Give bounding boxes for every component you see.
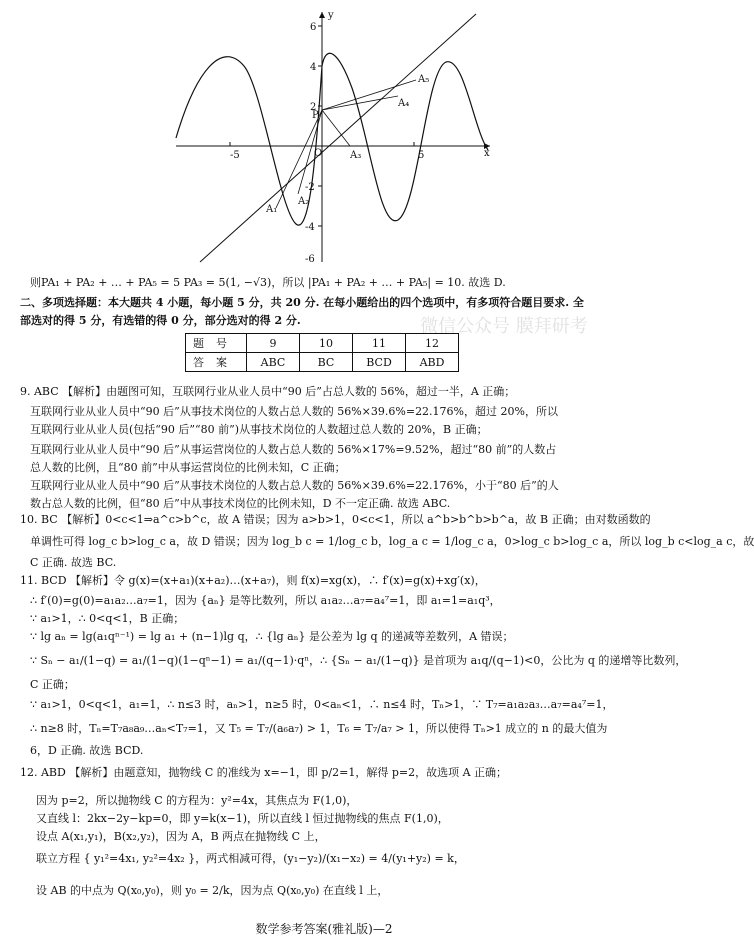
svg-text:2: 2 [310, 102, 317, 113]
table-row: 题号 9 10 11 12 [186, 334, 459, 353]
svg-text:-4: -4 [305, 222, 315, 233]
line-13: 11. BCD 【解析】令 g(x)=(x+a₁)(x+a₂)…(x+a₇)，则 f(x)=xg(x)，∴ f′(x)=g(x)+xg′(x)， [20, 574, 486, 587]
line-27: 设 AB 的中点为 Q(x₀,y₀)，则 y₀ = 2/k，因为点 Q(x₀,y₀) 在直线 l 上， [36, 884, 389, 897]
function-graph [0, 0, 648, 272]
svg-text:O: O [314, 148, 323, 159]
table-row: 答案 ABC BC BCD ABD [186, 353, 459, 372]
svg-text:-5: -5 [230, 150, 240, 161]
line-18: C 正确； [30, 678, 75, 691]
svg-text:P: P [312, 110, 319, 121]
line-4: 互联网行业从业人员中“90 后”从事技术岗位的人数占总人数的 56%×39.6%=22.176%，超过 20%，所以 [30, 405, 558, 418]
line-25: 设点 A(x₁,y₁)，B(x₂,y₂)，因为 A，B 两点在抛物线 C 上， [36, 830, 326, 843]
watermark: 微信公众号 膜拜研考 [420, 316, 588, 337]
svg-text:A₃: A₃ [350, 150, 362, 161]
line-17: ∵ Sₙ − a₁/(1−q) = a₁/(1−q)(1−qⁿ−1) = a₁/(q−1)·qⁿ，∴ {Sₙ − a₁/(1−q)} 是首项为 a₁q/(q−1)<0，公比为 q 的递增等比数列， [30, 654, 687, 667]
line-2: 部选对的得 5 分，有选错的得 0 分，部分选对的得 2 分. [20, 314, 301, 327]
svg-text:A₁: A₁ [266, 204, 278, 215]
tangent-line [200, 14, 476, 262]
line-21: 6，D 正确. 故选 BCD. [30, 744, 144, 757]
svg-text:-6: -6 [305, 254, 315, 265]
line-26: 联立方程 { y₁²=4x₁, y₂²=4x₂ }，两式相减可得，(y₁−y₂)/(x₁−x₂) = 4/(y₁+y₂) = k， [36, 852, 465, 865]
line-1: 二、多项选择题：本大题共 4 小题，每小题 5 分，共 20 分. 在每小题给出的四个选项中，有多项符合题目要求. 全 [20, 296, 584, 309]
line-14: ∴ f′(0)=g(0)=a₁a₂…a₇=1，因为 {aₙ} 是等比数列，所以 a₁a₂…a₇=a₄⁷=1，即 a₁=1=a₁q³， [30, 594, 501, 607]
line-11: 单调性可得 log_c b>log_c a，故 D 错误；因为 log_b c = 1/log_c b，log_a c = 1/log_c a，0>log_c b>log_c a，所以 log_b c<log_a c，故 [30, 535, 754, 548]
line-10: 10. BC 【解析】0<c<1⇒a^c>b^c，故 A 错误；因为 a>b>1，0<c<1，所以 a^b>b^b>b^a，故 B 正确；由对数函数的 [20, 513, 651, 526]
svg-text:4: 4 [310, 62, 317, 73]
line-24: 又直线 l：2kx−2y−kp=0，即 y=k(x−1)，所以直线 l 恒过抛物线的焦点 F(1,0)， [36, 812, 449, 825]
line-12: C 正确. 故选 BC. [30, 556, 117, 569]
line-15: ∵ a₁>1，∴ 0<q<1，B 正确； [30, 612, 185, 625]
svg-text:A₅: A₅ [418, 74, 430, 85]
line-19: ∵ a₁>1，0<q<1，a₁=1，∴ n≤3 时，aₙ>1，n≥5 时，0<aₙ<1，∴ n≤4 时，Tₙ>1，∵ T₇=a₁a₂a₃…a₇=a₄⁷=1， [30, 698, 614, 711]
page-footer: 数学参考答案(雅礼版)—2 [255, 922, 393, 936]
svg-text:6: 6 [310, 22, 317, 33]
line-7: 总人数的比例，且“80 前”中从事运营岗位的比例未知，C 正确； [30, 461, 346, 474]
line-23: 因为 p=2，所以抛物线 C 的方程为：y²=4x，其焦点为 F(1,0)， [36, 794, 358, 807]
line-22: 12. ABD 【解析】由题意知，抛物线 C 的准线为 x=−1，即 p/2=1，解得 p=2，故选项 A 正确； [20, 766, 508, 779]
svg-text:5: 5 [418, 150, 425, 161]
svg-text:-2: -2 [305, 182, 315, 193]
line-6: 互联网行业从业人员中“90 后”从事运营岗位的人数占总人数的 56%×17%=9.52%，超过“80 前”的人数占 [30, 443, 557, 456]
line-9: 数占总人数的比例，但“80 后”中从事技术岗位的比例未知，D 不一定正确. 故选 ABC. [30, 497, 451, 510]
line-5: 互联网行业从业人员(包括“90 后”“80 前”)从事技术岗位的人数超过总人数的 20%，B 正确； [30, 423, 488, 436]
svg-text:A₂: A₂ [298, 196, 310, 207]
line-16: ∵ lg aₙ = lg(a₁qⁿ⁻¹) = lg a₁ + (n−1)lg q，∴ {lg aₙ} 是公差为 lg q 的递减等差数列，A 错误； [30, 630, 514, 643]
sine-curve [176, 53, 488, 225]
line-0: 则PA₁ + PA₂ + … + PA₅ = 5 PA₃ = 5(1, −√3)，所以 |PA₁ + PA₂ + … + PA₅| = 10. 故选 D. [30, 276, 506, 289]
line-3: 9. ABC 【解析】由题图可知，互联网行业从业人员中“90 后”占总人数的 56%，超过一半，A 正确； [20, 385, 516, 398]
answer-table [185, 333, 459, 372]
x-axis-label: x [484, 148, 490, 159]
y-axis-label: y [328, 10, 334, 21]
svg-text:A₄: A₄ [398, 98, 410, 109]
line-20: ∴ n≥8 时，Tₙ=T₇a₈a₉…aₙ<T₇=1，又 T₅ = T₇/(a₆a₇) > 1，T₆ = T₇/a₇ > 1，所以使得 Tₙ>1 成立的 n 的最大值为 [30, 722, 608, 735]
line-8: 互联网行业从业人员中“90 后”从事技术岗位的人数占总人数的 56%×39.6%=22.176%，小于“80 后”的人 [30, 479, 559, 492]
